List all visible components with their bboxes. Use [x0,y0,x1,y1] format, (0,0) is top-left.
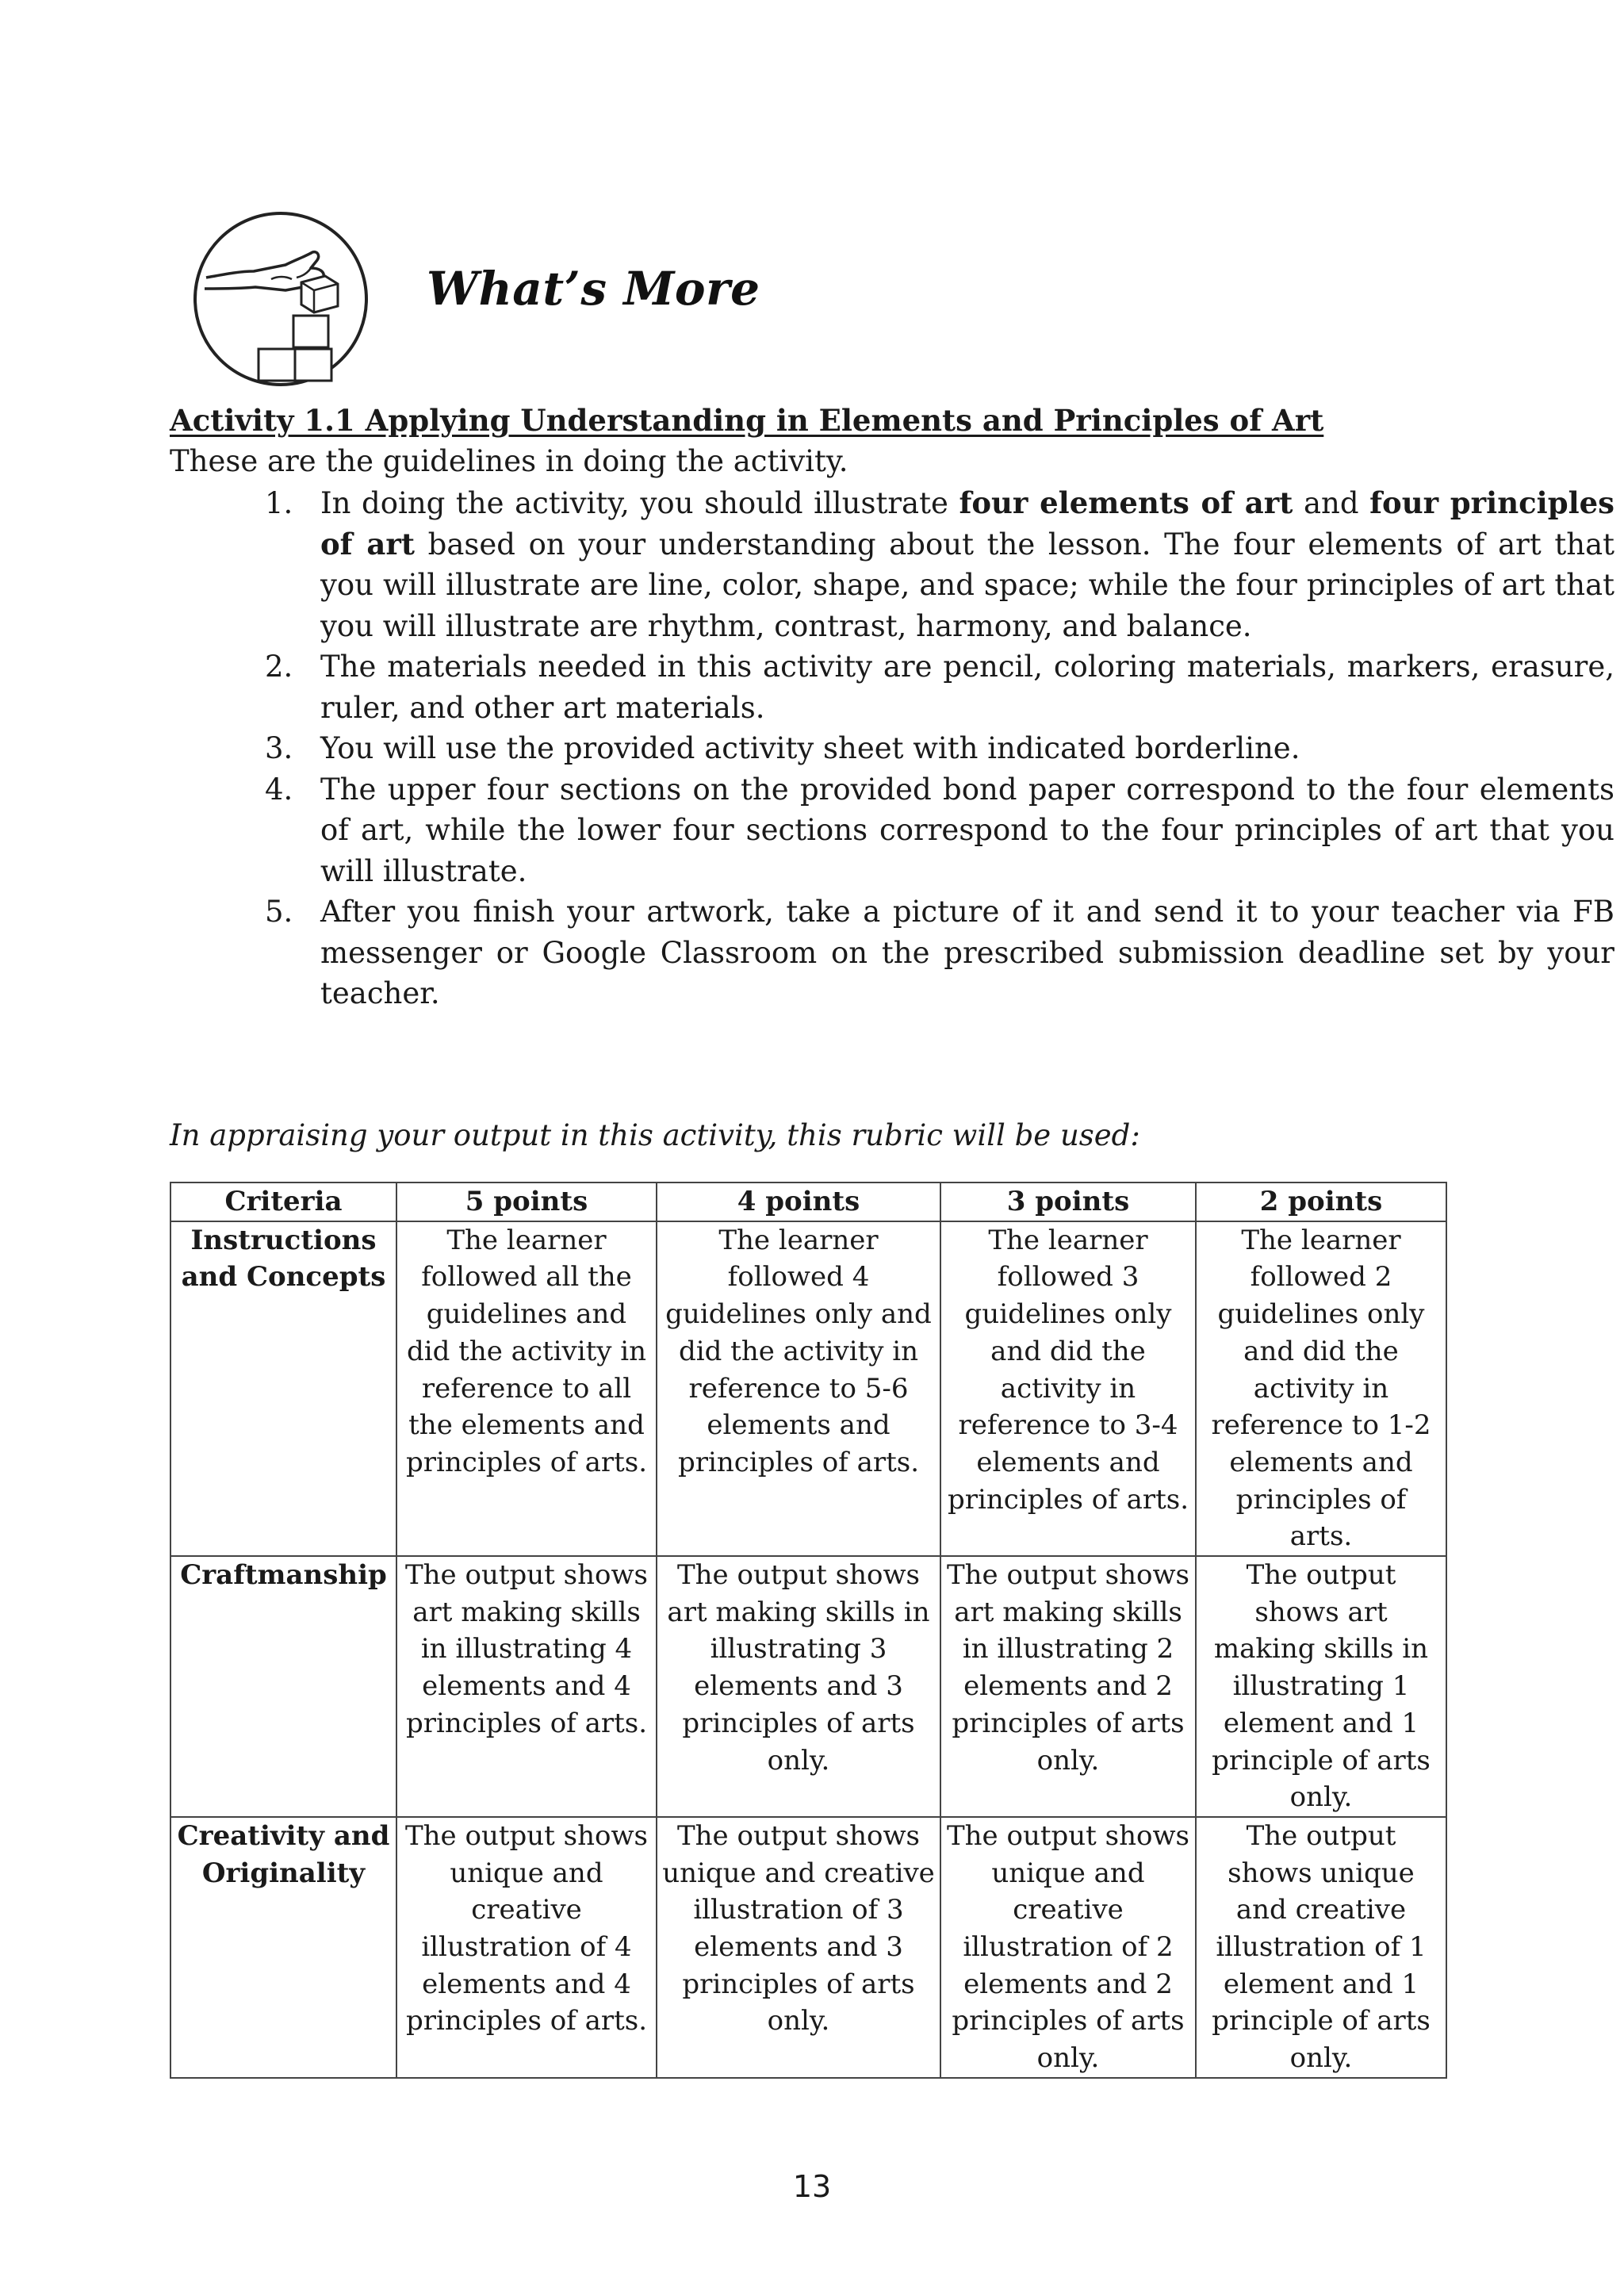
header-3-points: 3 points [940,1182,1196,1221]
rubric-cell: The learner followed all the guidelines and did the activity in reference to all the elements and principles of arts. [396,1221,657,1556]
rubric-cell: The output shows unique and creative illustration of 1 element and 1 principle of arts only. [1196,1817,1446,2078]
rubric-cell: The output shows art making skills in illustrating 2 elements and 2 principles of arts only. [940,1556,1196,1817]
guideline-number: 4. [265,772,293,807]
rubric-cell: The output shows unique and creative illustration of 2 elements and 2 principles of arts only. [940,1817,1196,2078]
guideline-item [265,769,1614,892]
guideline-number: 1. [265,486,293,520]
table-row [170,1556,1446,1817]
criteria-cell: Creativity and Originality [170,1817,396,2078]
page-title: What’s More [427,262,760,316]
header-4-points: 4 points [657,1182,940,1221]
guideline-text: In doing the activity, you should illustrate [320,486,959,520]
page-number: 13 [792,2169,832,2204]
criteria-cell: Instructions and Concepts [170,1221,396,1556]
guideline-text: After you finish your artwork, take a picture of it and send it to your teacher via FB messenger or Google Classroom on the prescribed submission deadline set by your teacher. [320,895,1614,1010]
table-row [170,1817,1446,2078]
rubric-caption: In appraising your output in this activity, this rubric will be used: [170,1118,1140,1152]
rubric-table [170,1182,1447,2079]
rubric-cell: The learner followed 2 guidelines only and did the activity in reference to 1-2 elements and principles of arts. [1196,1221,1446,1556]
guideline-item [265,483,1615,646]
guideline-bold: four principles of art [320,485,1615,562]
criteria-cell: Craftmanship [170,1556,396,1817]
guideline-number: 3. [265,731,293,765]
guideline-text: and [1293,486,1370,520]
rubric-cell: The output shows art making skills in illustrating 3 elements and 3 principles of arts only. [657,1556,940,1817]
guideline-number: 2. [265,650,293,684]
header-5-points: 5 points [396,1182,657,1221]
guideline-number: 5. [265,895,293,929]
guideline-text: based on your understanding about the lesson. The four elements of art that you will illustrate are line, color, shape, and space; while the four principles of art that you will illustrate are rhythm, contrast, harmony, and balance. [320,527,1614,643]
rubric-header-row [170,1182,1446,1221]
guideline-text: You will use the provided activity sheet with indicated borderline. [320,731,1300,765]
rubric-cell: The learner followed 4 guidelines only and did the activity in reference to 5-6 elements and principles of arts. [657,1221,940,1556]
guideline-item [265,728,1614,769]
rubric-cell: The output shows unique and creative illustration of 4 elements and 4 principles of arts. [396,1817,657,2078]
header-criteria: Criteria [170,1182,396,1221]
rubric-cell: The output shows unique and creative illustration of 3 elements and 3 principles of arts only. [657,1817,940,2078]
table-row [170,1221,1446,1556]
rubric-cell: The output shows art making skills in illustrating 4 elements and 4 principles of arts. [396,1556,657,1817]
rubric-cell: The output shows art making skills in illustrating 1 element and 1 principle of arts only. [1196,1556,1446,1817]
activity-intro: These are the guidelines in doing the activity. [170,444,848,478]
header-2-points: 2 points [1196,1182,1446,1221]
guideline-bold: four elements of art [959,485,1293,520]
guideline-text: The upper four sections on the provided bond paper correspond to the four elements of art, while the lower four sections correspond to the four principles of art that you will illustrate. [320,772,1614,888]
rubric-cell: The learner followed 3 guidelines only and did the activity in reference to 3-4 elements and principles of arts. [940,1221,1196,1556]
guidelines-list [170,483,1614,1014]
hand-blocks-icon [192,208,374,390]
guideline-item [265,891,1614,1014]
guideline-text: The materials needed in this activity are pencil, coloring materials, markers, erasure, ruler, and other art materials. [320,650,1614,725]
activity-title: Activity 1.1 Applying Understanding in Elements and Principles of Art [170,403,1324,438]
guideline-item [265,646,1614,728]
